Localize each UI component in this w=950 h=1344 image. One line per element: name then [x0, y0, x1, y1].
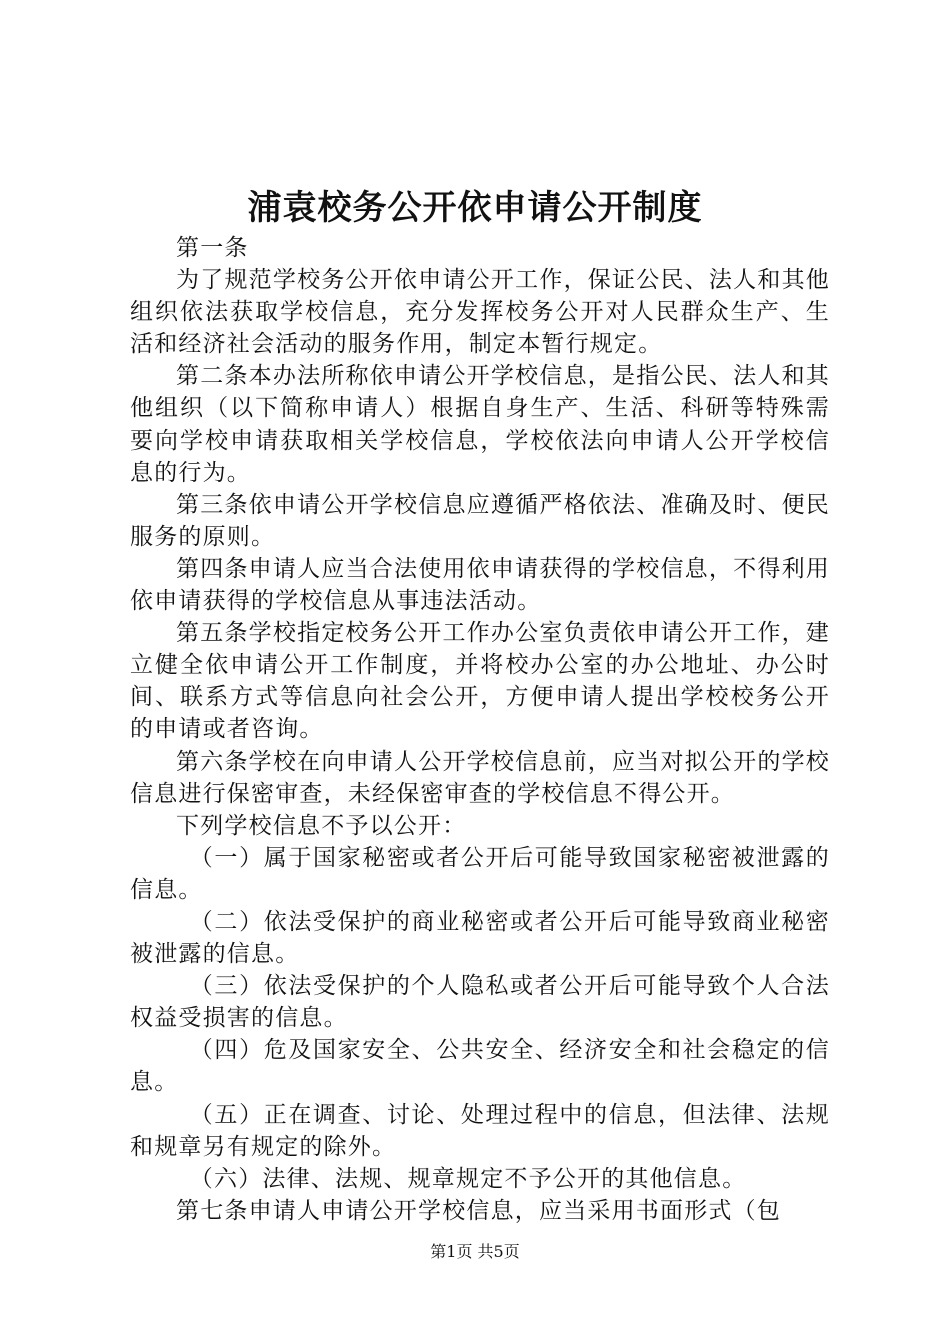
list-item-exclusion-2: （二）依法受保护的商业秘密或者公开后可能导致商业秘密被泄露的信息。	[130, 908, 830, 968]
paragraph-article-2: 第二条本办法所称依申请公开学校信息，是指公民、法人和其他组织（以下简称申请人）根据自身生产、生活、科研等特殊需要向学校申请获取相关学校信息，学校依法向申请人公开学校信息的行为。	[130, 363, 830, 486]
list-item-exclusion-4: （四）危及国家安全、公共安全、经济安全和社会稳定的信息。	[130, 1037, 830, 1096]
document-body	[130, 232, 830, 1227]
paragraph-article-6: 第六条学校在向申请人公开学校信息前，应当对拟公开的学校信息进行保密审查，未经保密审查的学校信息不得公开。	[130, 748, 830, 807]
list-item-exclusion-3: （三）依法受保护的个人隐私或者公开后可能导致个人合法权益受损害的信息。	[130, 973, 830, 1032]
paragraph-article-3: 第三条依申请公开学校信息应遵循严格依法、准确及时、便民服务的原则。	[130, 491, 830, 550]
paragraph-article-1-heading: 第一条	[176, 235, 249, 261]
list-item-exclusion-5: （五）正在调查、讨论、处理过程中的信息，但法律、法规和规章另有规定的除外。	[130, 1101, 830, 1160]
paragraph-article-7: 第七条申请人申请公开学校信息，应当采用书面形式（包	[176, 1197, 781, 1224]
document-title: 浦袁校务公开依申请公开制度	[247, 188, 703, 228]
paragraph-article-1: 为了规范学校务公开依申请公开工作，保证公民、法人和其他组织依法获取学校信息，充分发挥校务公开对人民群众生产、生活和经济社会活动的服务作用，制定本暂行规定。	[130, 267, 830, 358]
list-item-exclusion-1: （一）属于国家秘密或者公开后可能导致国家秘密被泄露的信息。	[130, 844, 830, 903]
paragraph-exclusion-intro: 下列学校信息不予以公开：	[176, 812, 467, 839]
paragraph-article-4: 第四条申请人应当合法使用依申请获得的学校信息，不得利用依申请获得的学校信息从事违法活动。	[130, 555, 830, 615]
paragraph-article-5: 第五条学校指定校务公开工作办公室负责依申请公开工作，建立健全依申请公开工作制度，并将校办公室的办公地址、办公时间、联系方式等信息向社会公开，方便申请人提出学校校务公开的申请或者咨询。	[130, 620, 830, 743]
list-item-exclusion-6: （六）法律、法规、规章规定不予公开的其他信息。	[189, 1165, 747, 1192]
page-number-footer: 第1页 共5页	[430, 1242, 520, 1261]
